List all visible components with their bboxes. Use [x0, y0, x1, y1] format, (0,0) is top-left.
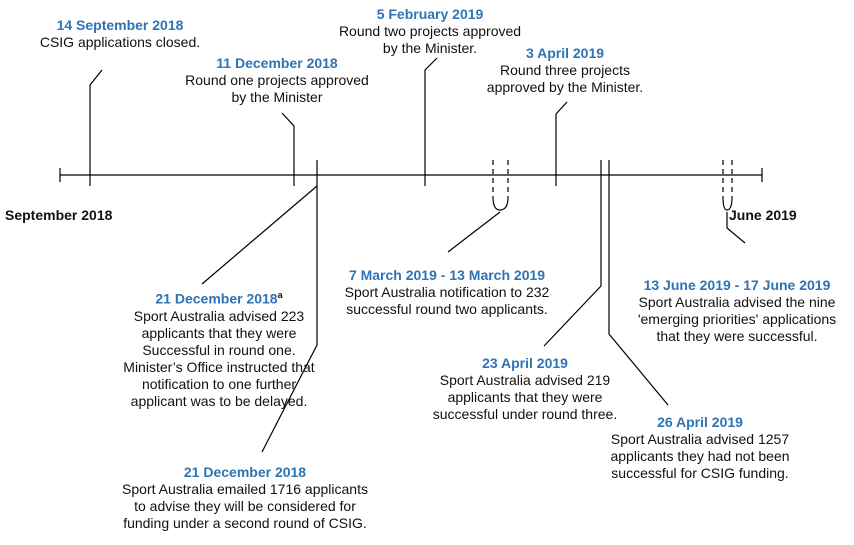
event-text: applicants that they were — [141, 324, 297, 341]
event-date: 3 April 2019 — [525, 45, 605, 61]
event-e10 — [622, 277, 852, 345]
event-text: applicants they had not been — [610, 448, 790, 464]
event-text: successful for CSIG funding. — [611, 465, 789, 481]
leader-e4 — [556, 102, 567, 186]
event-text: Round three projects — [500, 62, 630, 78]
event-e9 — [590, 414, 810, 482]
event-text: funding under a second round of CSIG. — [123, 515, 367, 531]
event-text: to advise they will be considered for — [134, 498, 356, 514]
event-e5 — [84, 287, 354, 410]
event-e1 — [20, 17, 220, 51]
event-e7 — [327, 267, 567, 318]
event-text: by the Minister — [231, 89, 323, 105]
event-text: by the Minister. — [382, 40, 478, 56]
event-text: Sport Australia advised 223 — [133, 307, 305, 324]
event-text: Sport Australia notification to 232 — [344, 284, 550, 300]
event-e2 — [162, 55, 392, 106]
leader-e7 — [448, 212, 500, 252]
event-e6 — [90, 464, 400, 532]
event-date: 14 September 2018 — [56, 17, 184, 33]
event-date: 21 December 2018 — [183, 464, 307, 480]
event-text: Sport Australia advised 1257 — [610, 431, 790, 447]
event-e8 — [415, 355, 635, 423]
bracket-e7 — [493, 197, 508, 210]
event-e4 — [460, 45, 670, 96]
event-text: 'emerging priorities' applications — [637, 311, 837, 327]
event-date: 11 December 2018 — [216, 55, 338, 71]
event-text: successful round two applicants. — [346, 301, 548, 317]
event-text: Successful in round one. — [142, 341, 296, 358]
event-date: 7 March 2019 - 13 March 2019 — [348, 267, 546, 283]
event-text: approved by the Minister. — [486, 79, 644, 95]
event-text: applicant was to be delayed. — [130, 392, 308, 409]
event-date: 23 April 2019 — [482, 355, 568, 371]
event-text: Sport Australia advised the nine — [638, 294, 836, 310]
event-text: notification to one further — [141, 375, 297, 392]
event-text: Sport Australia advised 219 — [439, 372, 611, 388]
event-text: CSIG applications closed. — [39, 34, 201, 50]
axis-end-label: June 2019 — [729, 207, 797, 223]
event-text: Round one projects approved — [185, 72, 369, 88]
footnote-marker: a — [277, 290, 283, 300]
event-date: 26 April 2019 — [657, 414, 743, 430]
axis-start-label: September 2018 — [5, 207, 113, 223]
event-text: Sport Australia emailed 1716 applicants — [122, 481, 368, 497]
event-text: Minister’s Office instructed that — [123, 358, 315, 375]
event-text: applicants that they were — [447, 389, 603, 405]
event-date: 5 February 2019 — [376, 6, 484, 22]
event-text: Round two projects approved — [338, 23, 522, 39]
event-date: 21 December 2018 — [155, 290, 278, 307]
event-text: successful under round three. — [432, 406, 618, 422]
event-date: 13 June 2019 - 17 June 2019 — [643, 277, 831, 293]
event-text: that they were successful. — [656, 328, 818, 344]
leader-e8 — [544, 160, 601, 346]
leader-e5 — [202, 186, 317, 284]
leader-e1 — [90, 70, 102, 186]
leader-e3 — [425, 58, 437, 186]
